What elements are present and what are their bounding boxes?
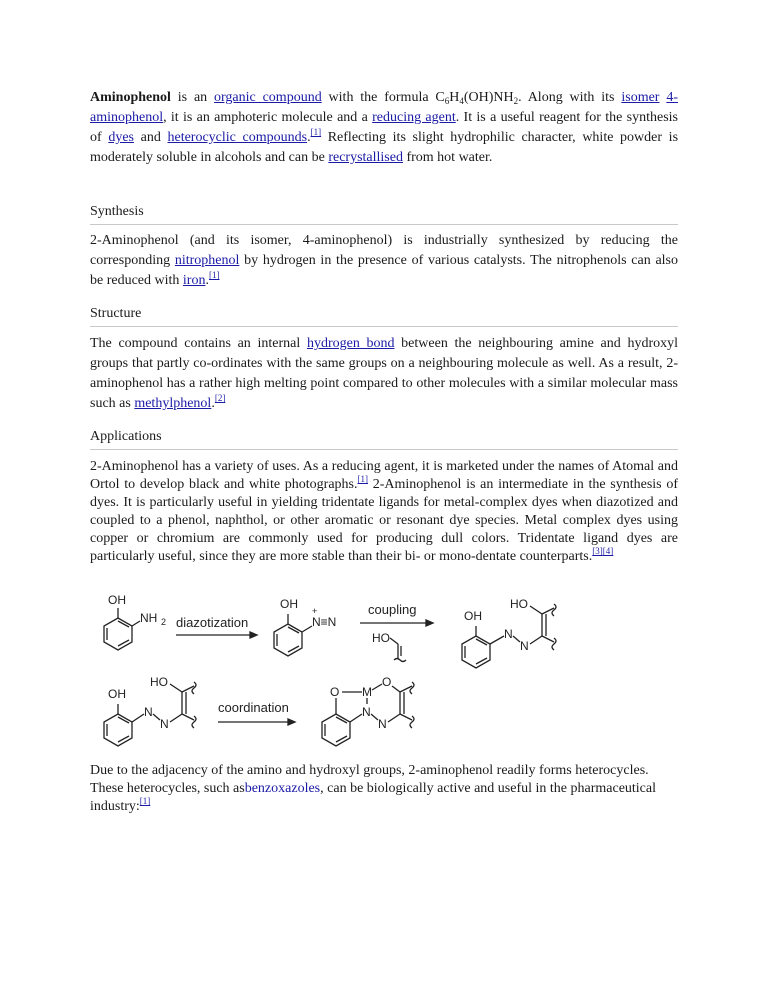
intro-text: H: [449, 90, 460, 105]
synthesis-text: .: [205, 273, 209, 288]
hydroxyl-label: HO: [510, 597, 528, 611]
intro-text: . Along with its: [518, 90, 622, 105]
applications-paragraph: [90, 458, 678, 566]
section-heading-structure: Structure: [90, 305, 678, 327]
intro-paragraph: [90, 88, 678, 168]
azo-dye-structure: [462, 597, 556, 668]
reaction-scheme-figure: [90, 590, 678, 758]
link-recrystallised[interactable]: recrystallised: [328, 150, 403, 165]
hydroxyl-label: OH: [108, 593, 126, 607]
metal-complex-structure: [322, 675, 414, 746]
oxygen-label: O: [330, 685, 340, 699]
hydroxyl-label: HO: [150, 675, 168, 689]
hydroxyl-label: OH: [280, 597, 298, 611]
citation-link[interactable]: [4]: [602, 546, 614, 556]
section-heading-synthesis: Synthesis: [90, 203, 678, 225]
amine-subscript: 2: [161, 617, 167, 627]
intro-text: , it is an amphoteric molecule and a: [163, 110, 373, 125]
structure-text: between the neighbouring amine and hydroxyl groups that partly co-ordinates with the same groups on a neighbouring molecule as well. As a result, 2-aminophenol has a rather high melting point compared to other molecules with a similar molecular mass such as: [90, 336, 678, 411]
oxygen-label: O: [382, 675, 392, 689]
link-iron[interactable]: iron: [182, 273, 206, 288]
link-isomer[interactable]: isomer: [621, 90, 660, 105]
applications-text: 2-Aminophenol is an intermediate in the synthesis of dyes. It is particularly useful in yielding tridentate ligands for metal-complex dyes when diazotized and coupled to a phenol, naphthol, or other aromatic or resonant dye species. Metal complex dyes using copper or chromium are commonly used for producing dull colors. Tridentate ligand dyes are particularly useful, since they are more stable than their bi- or mono-dentate counterparts.: [90, 477, 679, 564]
intro-text: is an: [170, 90, 215, 105]
hydroxyl-label: OH: [464, 609, 482, 623]
article-term: Aminophenol: [90, 90, 171, 105]
intro-text: . It is a useful reagent for the synthesis of: [90, 110, 679, 145]
arrow-head: [250, 632, 257, 638]
section-heading-applications: Applications: [90, 428, 678, 450]
arrow-head: [288, 719, 295, 725]
azo-nitrogen-label: N: [144, 705, 153, 719]
synthesis-paragraph: [90, 231, 678, 291]
link-dyes[interactable]: dyes: [108, 130, 134, 145]
citation-link[interactable]: [3]: [592, 546, 603, 556]
closing-paragraph: [90, 762, 678, 816]
structure-paragraph: [90, 334, 678, 414]
structure-text: .: [211, 396, 215, 411]
link-organic-compound[interactable]: organic compound: [214, 90, 322, 105]
synthesis-text: by hydrogen in the presence of various catalysts. The nitrophenols can also be reduced with: [90, 253, 679, 288]
closing-text: Due to the adjacency of the amino and hydroxyl groups, 2-aminophenol readily forms heterocycles. These heterocycles, such as: [90, 763, 649, 796]
aminophenol-structure: [104, 593, 166, 650]
citation-link[interactable]: [1]: [139, 796, 151, 806]
coupling-label: coupling: [368, 602, 417, 617]
link-nitrophenol[interactable]: nitrophenol: [174, 253, 240, 268]
formula-subscript: 4: [459, 96, 464, 106]
citation-link[interactable]: [1]: [310, 127, 322, 137]
link-4-aminophenol[interactable]: 4-aminophenol: [90, 90, 678, 125]
metal-label: M: [362, 685, 372, 699]
coordination-label: coordination: [218, 700, 289, 715]
azo-nitrogen-label: N: [362, 705, 371, 719]
amine-label: NH: [140, 611, 158, 625]
synthesis-text: 2-Aminophenol (and its isomer, 4-aminophenol) is industrially synthesized by reducing the corresponding: [90, 233, 678, 268]
structure-text: The compound contains an internal: [90, 336, 307, 351]
citation-link[interactable]: [1]: [357, 474, 368, 484]
arrow-head: [426, 620, 433, 626]
phenol-reagent-fragment: [372, 631, 406, 662]
azo-nitrogen-label: N: [520, 639, 529, 653]
intro-text: and: [133, 130, 168, 145]
link-benzoxazoles[interactable]: benzoxazoles: [244, 781, 321, 796]
link-methylphenol[interactable]: methylphenol: [134, 396, 212, 411]
hydroxyl-label: OH: [108, 687, 126, 701]
diazotization-label: diazotization: [176, 615, 249, 630]
azo-nitrogen-label: N: [504, 627, 513, 641]
intro-text: Reflecting its slight hydrophilic character, white powder is moderately soluble in alcohols and can be: [90, 130, 679, 165]
reagent-hydroxyl-label: HO: [372, 631, 390, 645]
link-heterocyclic-compounds[interactable]: heterocyclic compounds: [167, 130, 308, 145]
charge-label: +: [312, 606, 318, 616]
azo-dye-structure-2: [104, 675, 196, 746]
intro-text: .: [307, 130, 311, 145]
citation-link[interactable]: [1]: [208, 270, 220, 280]
azo-nitrogen-label: N: [378, 717, 387, 731]
intro-text: from hot water.: [402, 150, 493, 165]
formula-subscript: 6: [444, 96, 450, 106]
applications-text: 2-Aminophenol has a variety of uses. As a reducing agent, it is marketed under the names of Atomal and Ortol to develop black and white photographs.: [90, 459, 678, 492]
intro-text: with the formula C: [321, 90, 445, 105]
diazonium-structure: [274, 597, 336, 656]
closing-text: , can be biologically active and useful in the pharmaceutical industry:: [90, 781, 657, 814]
link-reducing-agent[interactable]: reducing agent: [372, 110, 456, 125]
link-hydrogen-bond[interactable]: hydrogen bond: [306, 336, 395, 351]
formula-subscript: 2: [513, 96, 519, 106]
diazonium-label: N≡N: [312, 615, 337, 629]
intro-text: (OH)NH: [463, 90, 514, 105]
azo-nitrogen-label: N: [160, 717, 169, 731]
citation-link[interactable]: [2]: [214, 393, 226, 403]
